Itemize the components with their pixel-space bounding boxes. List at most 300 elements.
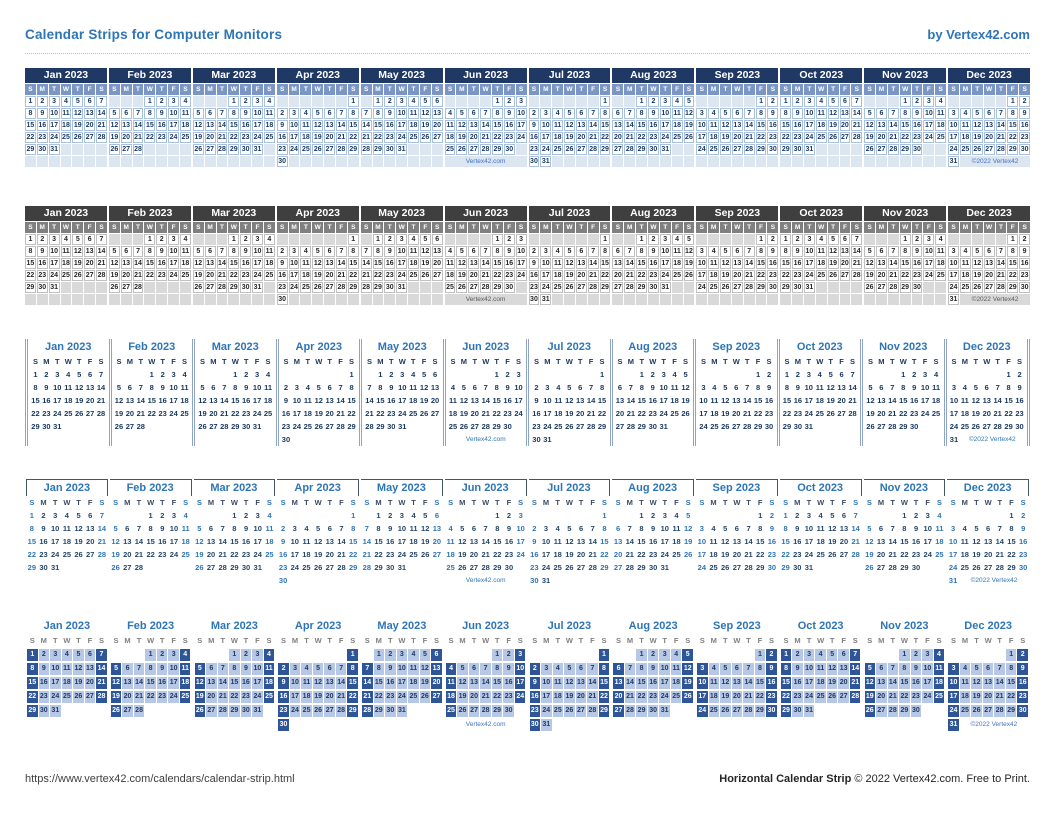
day-cell: 1	[901, 370, 906, 379]
dow-label: S	[277, 84, 288, 95]
empty-cell	[971, 509, 983, 522]
empty-cell	[719, 574, 731, 587]
day-cell: 28	[745, 146, 754, 153]
day-cell: 14	[480, 677, 491, 689]
day-cell: 12	[973, 260, 982, 267]
day-cell: 14	[850, 663, 861, 675]
day-cell: 4	[555, 524, 560, 533]
month-grid	[25, 84, 107, 167]
day-cell: 17	[290, 134, 298, 141]
dow-label: S	[780, 84, 791, 95]
day-cell: 27	[125, 422, 135, 431]
month-title: Aug 2023	[612, 206, 694, 221]
day-cell: 22	[1006, 691, 1017, 703]
day-cell: 7	[133, 246, 144, 257]
month-jun-2023	[444, 479, 528, 587]
dow-label: S	[600, 222, 611, 233]
day-cell: 2	[156, 234, 167, 245]
empty-cell	[263, 420, 274, 433]
dow-label: T	[662, 636, 667, 645]
dow-label: M	[375, 636, 382, 645]
empty-cell	[709, 433, 720, 446]
empty-cell	[289, 234, 300, 245]
day-cell: 23	[792, 691, 803, 703]
dow-label: M	[456, 222, 467, 233]
day-cell: 11	[302, 260, 310, 267]
day-cell: 7	[746, 524, 751, 533]
day-cell: 8	[228, 108, 239, 119]
day-cell: 8	[781, 663, 792, 675]
day-cell: 10	[53, 383, 62, 392]
dow-label: T	[576, 84, 587, 95]
dow-label: S	[29, 498, 35, 507]
month-nov-2023	[863, 618, 947, 731]
day-cell: 27	[877, 422, 886, 431]
day-cell: 29	[493, 284, 502, 291]
day-cell: 13	[838, 663, 849, 675]
dow-label: T	[913, 498, 919, 507]
empty-cell	[708, 234, 719, 245]
day-cell: 6	[84, 96, 95, 107]
day-cell: 27	[613, 284, 622, 291]
day-cell: 17	[53, 396, 62, 405]
day-cell: 27	[576, 422, 585, 431]
day-cell: 18	[301, 272, 310, 279]
dow-label: F	[422, 498, 428, 507]
dow-label: T	[552, 84, 563, 95]
day-cell: 25	[671, 691, 682, 703]
dow-label: F	[171, 357, 176, 366]
day-cell: 6	[839, 370, 844, 379]
day-cell: 27	[85, 272, 94, 279]
empty-cell	[336, 509, 348, 522]
day-cell: 9	[769, 524, 774, 533]
day-cell: 13	[209, 396, 218, 405]
day-cell: 8	[373, 108, 384, 119]
strip-highlight-boxes	[25, 618, 1030, 731]
day-cell: 26	[313, 284, 322, 291]
day-cell: 10	[543, 396, 552, 405]
dow-label: T	[723, 636, 728, 645]
dow-label: T	[744, 357, 750, 366]
empty-cell	[124, 433, 135, 446]
dow-label: T	[974, 498, 979, 507]
month-jan-2023	[25, 618, 109, 731]
day-cell: 14	[362, 260, 370, 267]
dow-label: F	[252, 222, 263, 233]
day-cell: 14	[362, 122, 370, 129]
day-cell: 24	[541, 284, 550, 291]
day-cell: 5	[564, 246, 575, 257]
dow-label: S	[350, 498, 356, 507]
day-cell: 5	[456, 108, 467, 119]
day-cell: 17	[697, 550, 706, 559]
day-cell: 30	[792, 705, 803, 717]
day-cell: 24	[253, 272, 262, 279]
empty-cell	[910, 574, 922, 587]
day-cell: 28	[994, 705, 1005, 717]
dow-label: F	[922, 357, 928, 366]
day-cell: 10	[517, 110, 525, 117]
dow-label: W	[396, 84, 407, 95]
day-cell: 28	[365, 422, 374, 431]
empty-cell	[179, 433, 190, 446]
empty-cell	[156, 156, 167, 167]
day-cell: 22	[1007, 550, 1016, 559]
day-cell: 15	[374, 122, 382, 129]
day-cell: 5	[460, 524, 465, 533]
day-cell: 11	[409, 248, 418, 255]
day-cell: 29	[637, 563, 646, 572]
dow-label: T	[806, 636, 812, 645]
day-cell: 15	[901, 122, 910, 129]
day-cell: 29	[31, 422, 40, 431]
dow-label: T	[912, 84, 923, 95]
day-cell: 20	[431, 677, 442, 689]
day-cell: 6	[612, 246, 623, 257]
day-cell: 26	[114, 422, 124, 431]
day-cell: 12	[110, 260, 119, 267]
empty-cell	[264, 156, 275, 167]
day-cell: 16	[505, 260, 514, 267]
empty-cell	[408, 294, 419, 305]
empty-cell	[587, 649, 598, 661]
day-cell: 25	[263, 409, 273, 418]
day-cell: 16	[911, 677, 922, 689]
empty-cell	[264, 561, 276, 574]
day-cell: 19	[681, 396, 690, 405]
day-cell: 2	[506, 511, 512, 520]
day-cell: 13	[983, 537, 993, 546]
empty-cell	[553, 649, 564, 661]
dow-label: F	[84, 222, 95, 233]
day-cell: 31	[543, 435, 552, 444]
day-cell: 5	[564, 663, 575, 675]
empty-cell	[636, 294, 647, 305]
day-cell: 6	[125, 524, 130, 533]
day-cell: 21	[848, 396, 857, 405]
dow-label: T	[49, 222, 60, 233]
day-cell: 9	[534, 396, 539, 405]
month-grid	[612, 222, 694, 305]
month-aug-2023	[611, 479, 695, 587]
day-cell: 22	[1004, 409, 1013, 418]
day-cell: 23	[505, 134, 514, 141]
dow-label: S	[1017, 357, 1023, 366]
empty-cell	[301, 509, 313, 522]
month-title: May 2023	[361, 206, 443, 221]
day-cell: 9	[529, 120, 540, 131]
day-cell: 12	[865, 260, 874, 267]
day-cell: 4	[264, 234, 275, 245]
day-cell: 21	[362, 691, 373, 703]
dow-label: F	[87, 357, 93, 366]
month-sep-2023	[696, 68, 778, 167]
day-cell: 12	[829, 248, 837, 255]
day-cell: 26	[721, 284, 730, 291]
day-cell: 1	[29, 511, 34, 520]
day-cell: 28	[97, 550, 107, 559]
day-cell: 30	[530, 158, 538, 165]
day-cell: 16	[387, 396, 396, 405]
day-cell: 30	[768, 146, 777, 153]
day-cell: 17	[697, 691, 708, 703]
dow-label: W	[984, 84, 995, 95]
day-cell: 9	[156, 246, 167, 257]
month-title: Feb 2023	[127, 620, 175, 632]
day-cell: 12	[421, 110, 430, 117]
day-cell: 6	[208, 524, 214, 533]
day-cell: 1	[495, 511, 500, 520]
day-cell: 8	[378, 383, 383, 392]
day-cell: 1	[348, 234, 359, 245]
day-cell: 16	[38, 122, 47, 129]
day-cell: 22	[493, 550, 502, 559]
day-cell: 4	[64, 511, 69, 520]
dow-label: W	[564, 84, 575, 95]
empty-cell	[996, 234, 1007, 245]
empty-cell	[61, 144, 72, 155]
dow-label: S	[199, 357, 205, 366]
day-cell: 27	[613, 705, 624, 717]
day-cell: 24	[252, 691, 263, 703]
day-cell: 27	[985, 146, 993, 153]
empty-cell	[636, 719, 647, 731]
day-cell: 19	[459, 409, 469, 418]
day-cell: 23	[42, 409, 51, 418]
day-cell: 19	[865, 272, 874, 279]
day-cell: 29	[229, 705, 240, 717]
day-cell: 29	[376, 422, 385, 431]
empty-cell	[600, 294, 611, 305]
day-cell: 26	[195, 563, 204, 572]
empty-cell	[720, 719, 731, 731]
empty-cell	[324, 719, 335, 731]
day-cell: 8	[25, 108, 36, 119]
day-cell: 16	[278, 691, 289, 703]
day-cell: 5	[868, 383, 873, 392]
month-grid	[446, 635, 526, 731]
day-cell: 19	[682, 677, 693, 689]
dow-label: T	[76, 636, 81, 645]
day-cell: 19	[421, 537, 430, 546]
dow-label: S	[783, 498, 789, 507]
day-cell: 21	[589, 134, 598, 141]
day-cell: 27	[983, 563, 993, 572]
empty-cell	[290, 719, 301, 731]
empty-cell	[264, 705, 275, 717]
day-cell: 15	[599, 677, 610, 689]
day-cell: 21	[134, 691, 145, 703]
day-cell: 11	[62, 663, 73, 675]
empty-cell	[26, 574, 38, 587]
day-cell: 19	[865, 550, 874, 559]
day-cell: 9	[795, 383, 800, 392]
day-cell: 20	[876, 691, 887, 703]
day-cell: 10	[51, 524, 60, 533]
empty-cell	[900, 294, 911, 305]
dow-label: S	[935, 84, 946, 95]
copyright-note: ©2022 Vertex42	[970, 577, 1018, 584]
day-cell: 5	[830, 511, 835, 520]
month-dec-2023	[948, 206, 1030, 305]
empty-cell	[732, 96, 743, 107]
day-cell: 14	[589, 122, 598, 129]
day-cell: 5	[723, 383, 728, 392]
day-cell: 2	[388, 511, 393, 520]
day-cell: 18	[553, 272, 562, 279]
empty-cell	[731, 368, 742, 381]
day-cell: 3	[49, 96, 60, 107]
dow-label: T	[661, 357, 666, 366]
empty-cell	[37, 156, 48, 167]
day-cell: 29	[757, 284, 765, 291]
empty-cell	[743, 649, 754, 661]
day-cell: 25	[709, 284, 718, 291]
day-cell: 26	[685, 272, 693, 279]
dow-label: T	[828, 357, 833, 366]
dow-label: F	[674, 498, 679, 507]
day-cell: 22	[601, 134, 609, 141]
dow-label: T	[389, 357, 394, 366]
day-cell: 15	[146, 537, 155, 546]
day-cell: 23	[505, 272, 514, 279]
dow-label: S	[180, 84, 191, 95]
month-title: Sep 2023	[712, 341, 761, 353]
day-cell: 21	[362, 134, 370, 141]
day-cell: 26	[865, 284, 874, 291]
dow-label: W	[64, 357, 72, 366]
empty-cell	[586, 433, 597, 446]
dow-label: S	[866, 498, 872, 507]
day-cell: 21	[96, 677, 107, 689]
day-cell: 15	[899, 677, 910, 689]
day-cell: 18	[303, 409, 312, 418]
day-cell: 6	[732, 663, 743, 675]
day-cell: 15	[782, 396, 792, 405]
day-cell: 19	[194, 272, 203, 279]
day-cell: 14	[97, 248, 106, 255]
day-cell: 23	[385, 272, 394, 279]
day-cell: 10	[516, 524, 525, 533]
day-cell: 27	[324, 705, 335, 717]
day-cell: 19	[458, 550, 467, 559]
day-cell: 17	[804, 537, 814, 546]
day-cell: 16	[768, 260, 777, 267]
day-cell: 5	[684, 234, 695, 245]
day-cell: 24	[398, 409, 407, 418]
day-cell: 19	[564, 691, 575, 703]
day-cell: 19	[313, 691, 324, 703]
dow-label: T	[720, 84, 731, 95]
day-cell: 24	[699, 422, 708, 431]
empty-cell	[361, 156, 372, 167]
dow-label: T	[76, 357, 82, 366]
day-cell: 8	[492, 246, 503, 257]
day-cell: 17	[697, 134, 706, 141]
day-cell: 26	[681, 409, 690, 418]
day-cell: 13	[876, 677, 887, 689]
day-cell: 2	[912, 370, 917, 379]
day-cell: 9	[506, 524, 512, 533]
day-cell: 12	[73, 110, 82, 117]
dow-label: T	[830, 498, 835, 507]
dow-label: S	[280, 498, 286, 507]
day-cell: 4	[304, 524, 309, 533]
day-cell: 16	[157, 260, 166, 267]
empty-cell	[708, 574, 720, 587]
month-mar-2023	[193, 479, 277, 587]
day-cell: 23	[39, 691, 50, 703]
day-cell: 30	[1020, 146, 1029, 153]
dow-label: M	[624, 222, 635, 233]
day-cell: 9	[277, 258, 288, 269]
day-cell: 3	[252, 649, 263, 661]
empty-cell	[540, 234, 551, 245]
empty-cell	[756, 156, 767, 167]
day-cell: 13	[733, 260, 742, 267]
day-cell: 12	[421, 524, 430, 533]
day-cell: 5	[867, 524, 872, 533]
day-cell: 18	[446, 550, 455, 559]
day-cell: 12	[866, 396, 875, 405]
day-cell: 7	[997, 524, 1002, 533]
day-cell: 15	[347, 677, 358, 689]
day-cell: 25	[936, 272, 945, 279]
empty-cell	[575, 433, 586, 446]
day-cell: 14	[220, 396, 229, 405]
month-title: May 2023	[361, 479, 443, 496]
dow-label: M	[540, 84, 551, 95]
day-cell: 3	[948, 663, 959, 675]
dow-label: T	[384, 84, 395, 95]
dow-label: T	[408, 84, 419, 95]
day-cell: 9	[792, 108, 803, 119]
day-cell: 1	[899, 649, 910, 661]
empty-cell	[72, 156, 83, 167]
dow-label: T	[305, 357, 311, 366]
day-cell: 11	[937, 110, 945, 117]
dow-label: S	[864, 222, 875, 233]
day-cell: 18	[180, 677, 191, 689]
day-cell: 30	[39, 563, 48, 572]
day-cell: 4	[671, 649, 682, 661]
day-cell: 15	[26, 260, 35, 267]
day-cell: 27	[983, 705, 994, 717]
day-cell: 31	[50, 284, 58, 291]
day-cell: 26	[971, 422, 980, 431]
month-title: Jan 2023	[26, 479, 108, 496]
month-sep-2023	[696, 339, 780, 446]
empty-cell	[431, 574, 443, 587]
empty-cell	[84, 156, 95, 167]
empty-cell	[146, 420, 157, 433]
day-cell: 12	[111, 537, 120, 546]
day-cell: 29	[755, 705, 766, 717]
dow-label: M	[878, 357, 885, 366]
empty-cell	[168, 561, 180, 574]
day-cell: 28	[481, 146, 490, 153]
day-cell: 22	[374, 134, 382, 141]
day-cell: 3	[50, 649, 61, 661]
day-cell: 7	[367, 383, 372, 392]
month-grid	[865, 355, 942, 446]
empty-cell	[720, 294, 731, 305]
day-cell: 17	[659, 677, 670, 689]
day-cell: 24	[804, 550, 814, 559]
empty-cell	[931, 433, 942, 446]
day-cell: 29	[899, 705, 910, 717]
